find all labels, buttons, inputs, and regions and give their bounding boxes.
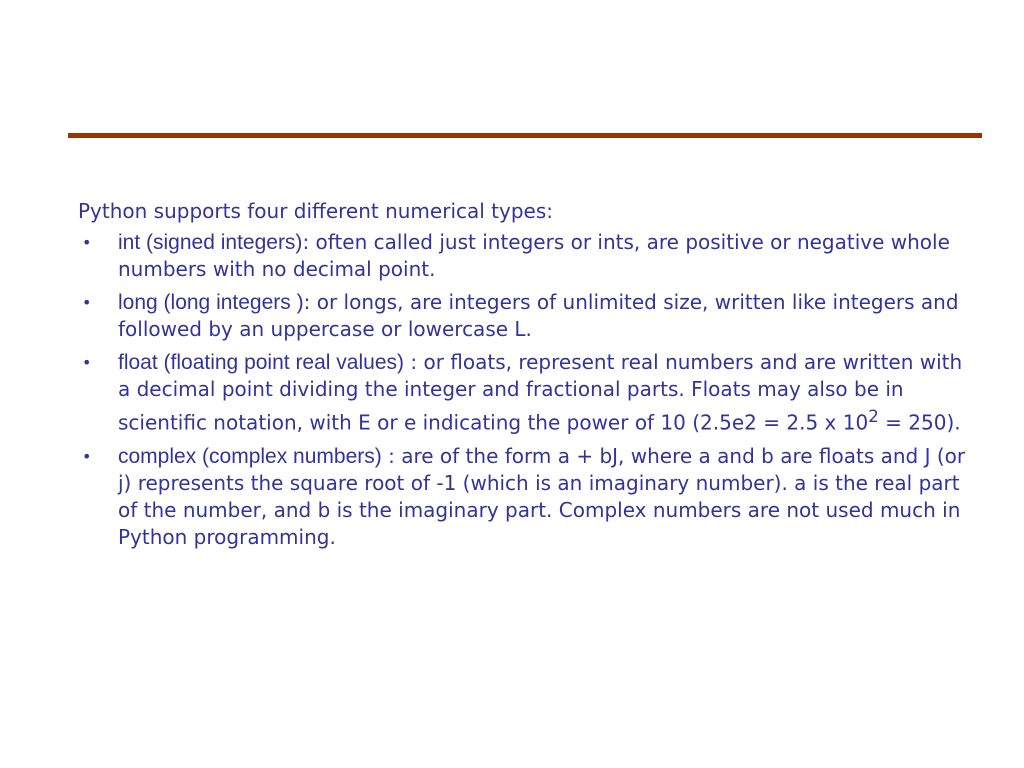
slide-body (78, 198, 968, 557)
bullet-icon: • (82, 353, 92, 372)
bullet-text: : or floats, represent real numbers and are written with a decimal point dividing the integer and fractional parts. Floats may also be in scientific notation, with E or e indicating the power of 10 (2.5e2 = 2.5 x 10 (118, 350, 963, 435)
bullet-item-complex (78, 443, 968, 551)
bullet-icon: • (82, 233, 92, 252)
bullet-term: long (long integers ) (118, 291, 304, 314)
bullet-item-long (78, 289, 968, 343)
title-divider-rule (68, 133, 982, 138)
bullet-list (78, 229, 968, 551)
bullet-item-float (78, 349, 968, 437)
bullet-text: : often called just integers or ints, are positive or negative whole numbers with no decimal point. (118, 230, 950, 281)
bullet-icon: • (82, 446, 92, 466)
bullet-term: float (floating point real values) (118, 351, 404, 374)
bullet-term: complex (complex numbers) (118, 444, 382, 468)
bullet-term: int (signed integers) (118, 231, 303, 254)
bullet-text: : are of the form a + bJ, where a and b are floats and J (or j) represents the square root of -1 (which is an imaginary number). a is the real part of the number, and b is the imaginary part. Complex numbers are not used much in Python programming. (118, 443, 966, 549)
superscript-exponent: 2 (868, 407, 879, 426)
bullet-text-after: = 250). (878, 410, 961, 435)
bullet-item-int (78, 229, 968, 283)
intro-text: Python supports four different numerical types: (78, 199, 553, 223)
bullet-icon: • (82, 293, 92, 312)
bullet-text: : or longs, are integers of unlimited size, written like integers and followed by an uppercase or lowercase L. (118, 290, 959, 341)
